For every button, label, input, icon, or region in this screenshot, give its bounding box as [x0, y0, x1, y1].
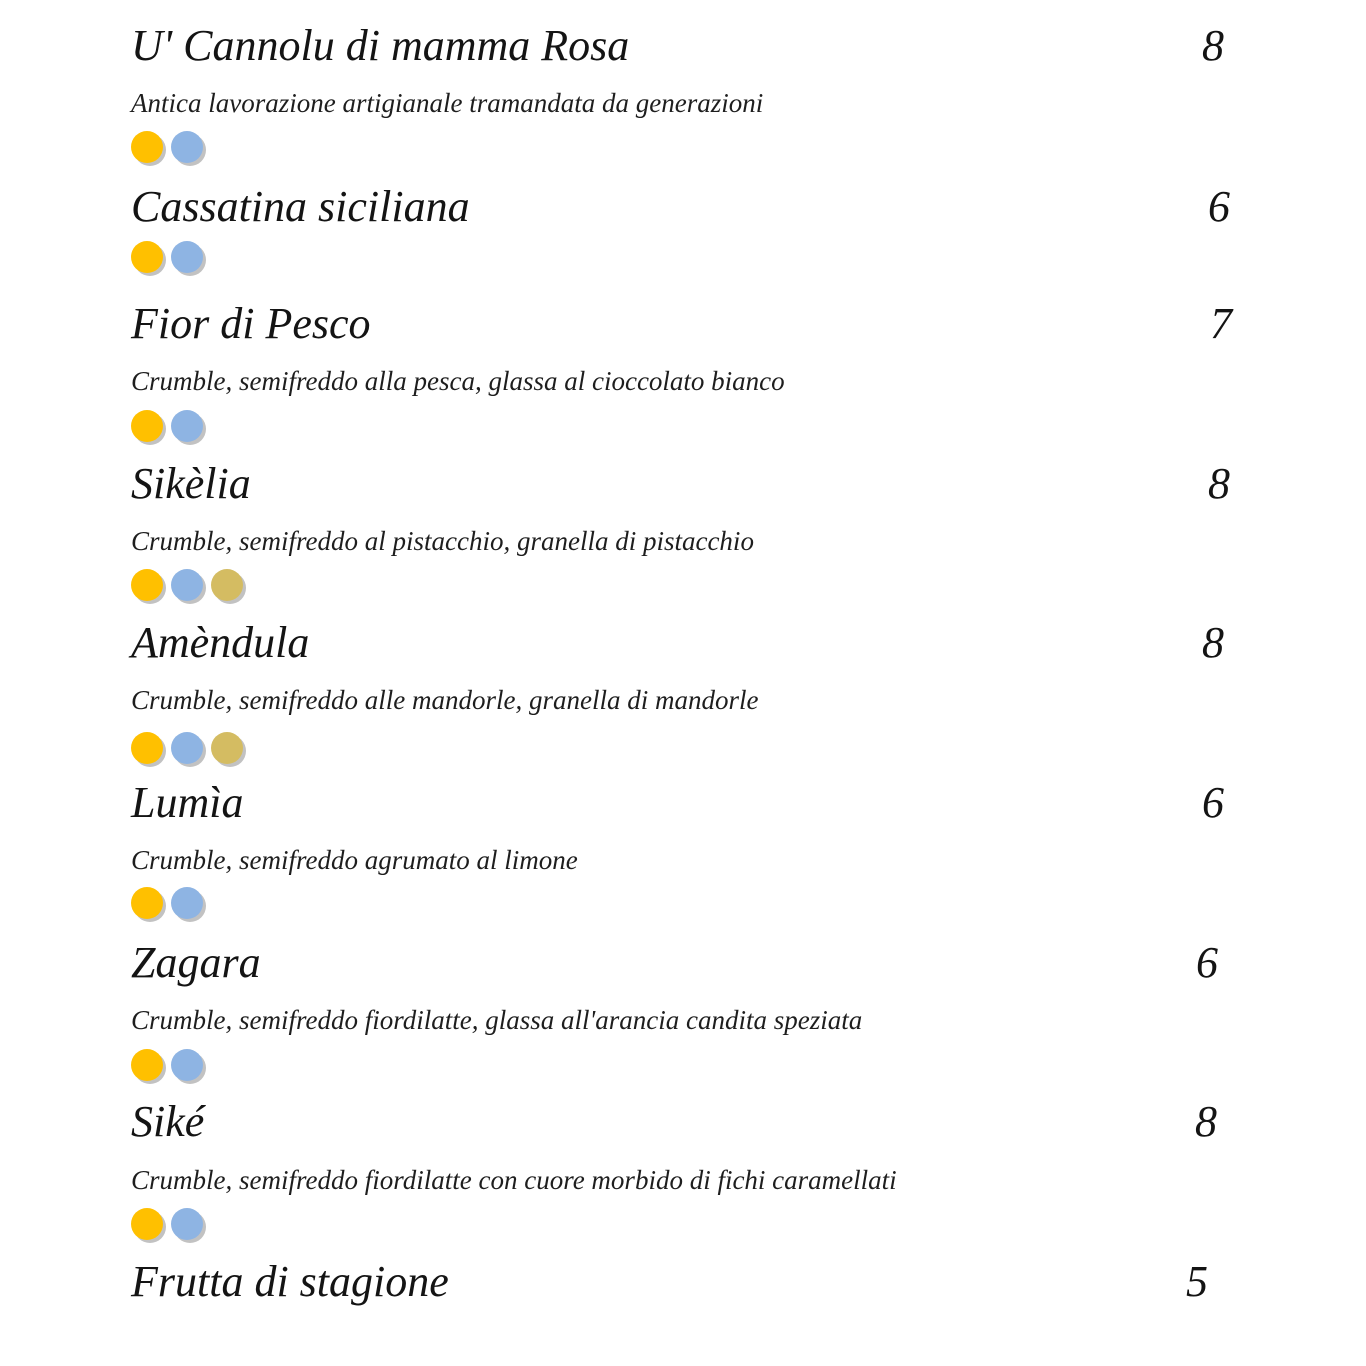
allergen-dot-icon — [131, 1049, 163, 1081]
item-description: Crumble, semifreddo fiordilatte con cuore morbido di fichi caramellati — [131, 1165, 897, 1195]
item-price: 6 — [1202, 778, 1224, 827]
item-description: Crumble, semifreddo alla pesca, glassa al cioccolato bianco — [131, 366, 785, 396]
item-description: Crumble, semifreddo agrumato al limone — [131, 845, 578, 875]
item-price: 8 — [1195, 1097, 1217, 1146]
item-name: Siké — [131, 1097, 205, 1146]
allergen-icons — [131, 410, 203, 446]
item-price: 5 — [1186, 1257, 1208, 1306]
allergen-dot-icon — [131, 1208, 163, 1240]
allergen-dot-icon — [171, 1208, 203, 1240]
allergen-dot-icon — [131, 131, 163, 163]
allergen-dot-icon — [171, 569, 203, 601]
allergen-icons — [131, 887, 203, 923]
item-name: Frutta di stagione — [131, 1257, 449, 1306]
item-description: Crumble, semifreddo alle mandorle, granella di mandorle — [131, 685, 759, 715]
allergen-icons — [131, 569, 243, 605]
item-name: Lumìa — [131, 778, 244, 827]
allergen-dot-icon — [211, 569, 243, 601]
item-price: 7 — [1210, 299, 1232, 348]
allergen-dot-icon — [131, 241, 163, 273]
allergen-dot-icon — [171, 241, 203, 273]
allergen-dot-icon — [131, 410, 163, 442]
allergen-dot-icon — [171, 131, 203, 163]
item-name: Sikèlia — [131, 459, 251, 508]
item-price: 6 — [1208, 182, 1230, 231]
allergen-dot-icon — [171, 410, 203, 442]
item-description: Crumble, semifreddo al pistacchio, granella di pistacchio — [131, 526, 754, 556]
item-description: Crumble, semifreddo fiordilatte, glassa all'arancia candita speziata — [131, 1005, 863, 1035]
allergen-dot-icon — [171, 1049, 203, 1081]
item-price: 8 — [1202, 21, 1224, 70]
item-name: Amèndula — [131, 618, 310, 667]
allergen-dot-icon — [211, 732, 243, 764]
allergen-dot-icon — [171, 887, 203, 919]
item-name: Cassatina siciliana — [131, 182, 470, 231]
allergen-icons — [131, 1208, 203, 1244]
item-price: 8 — [1208, 459, 1230, 508]
item-price: 8 — [1202, 618, 1224, 667]
allergen-dot-icon — [131, 887, 163, 919]
allergen-dot-icon — [131, 732, 163, 764]
item-name: U' Cannolu di mamma Rosa — [131, 21, 630, 70]
item-name: Fior di Pesco — [131, 299, 371, 348]
item-description: Antica lavorazione artigianale tramandata da generazioni — [131, 88, 764, 118]
allergen-icons — [131, 241, 203, 277]
allergen-icons — [131, 1049, 203, 1085]
allergen-dot-icon — [171, 732, 203, 764]
allergen-icons — [131, 131, 203, 167]
allergen-dot-icon — [131, 569, 163, 601]
allergen-icons — [131, 732, 243, 768]
item-price: 6 — [1196, 938, 1218, 987]
item-name: Zagara — [131, 938, 261, 987]
